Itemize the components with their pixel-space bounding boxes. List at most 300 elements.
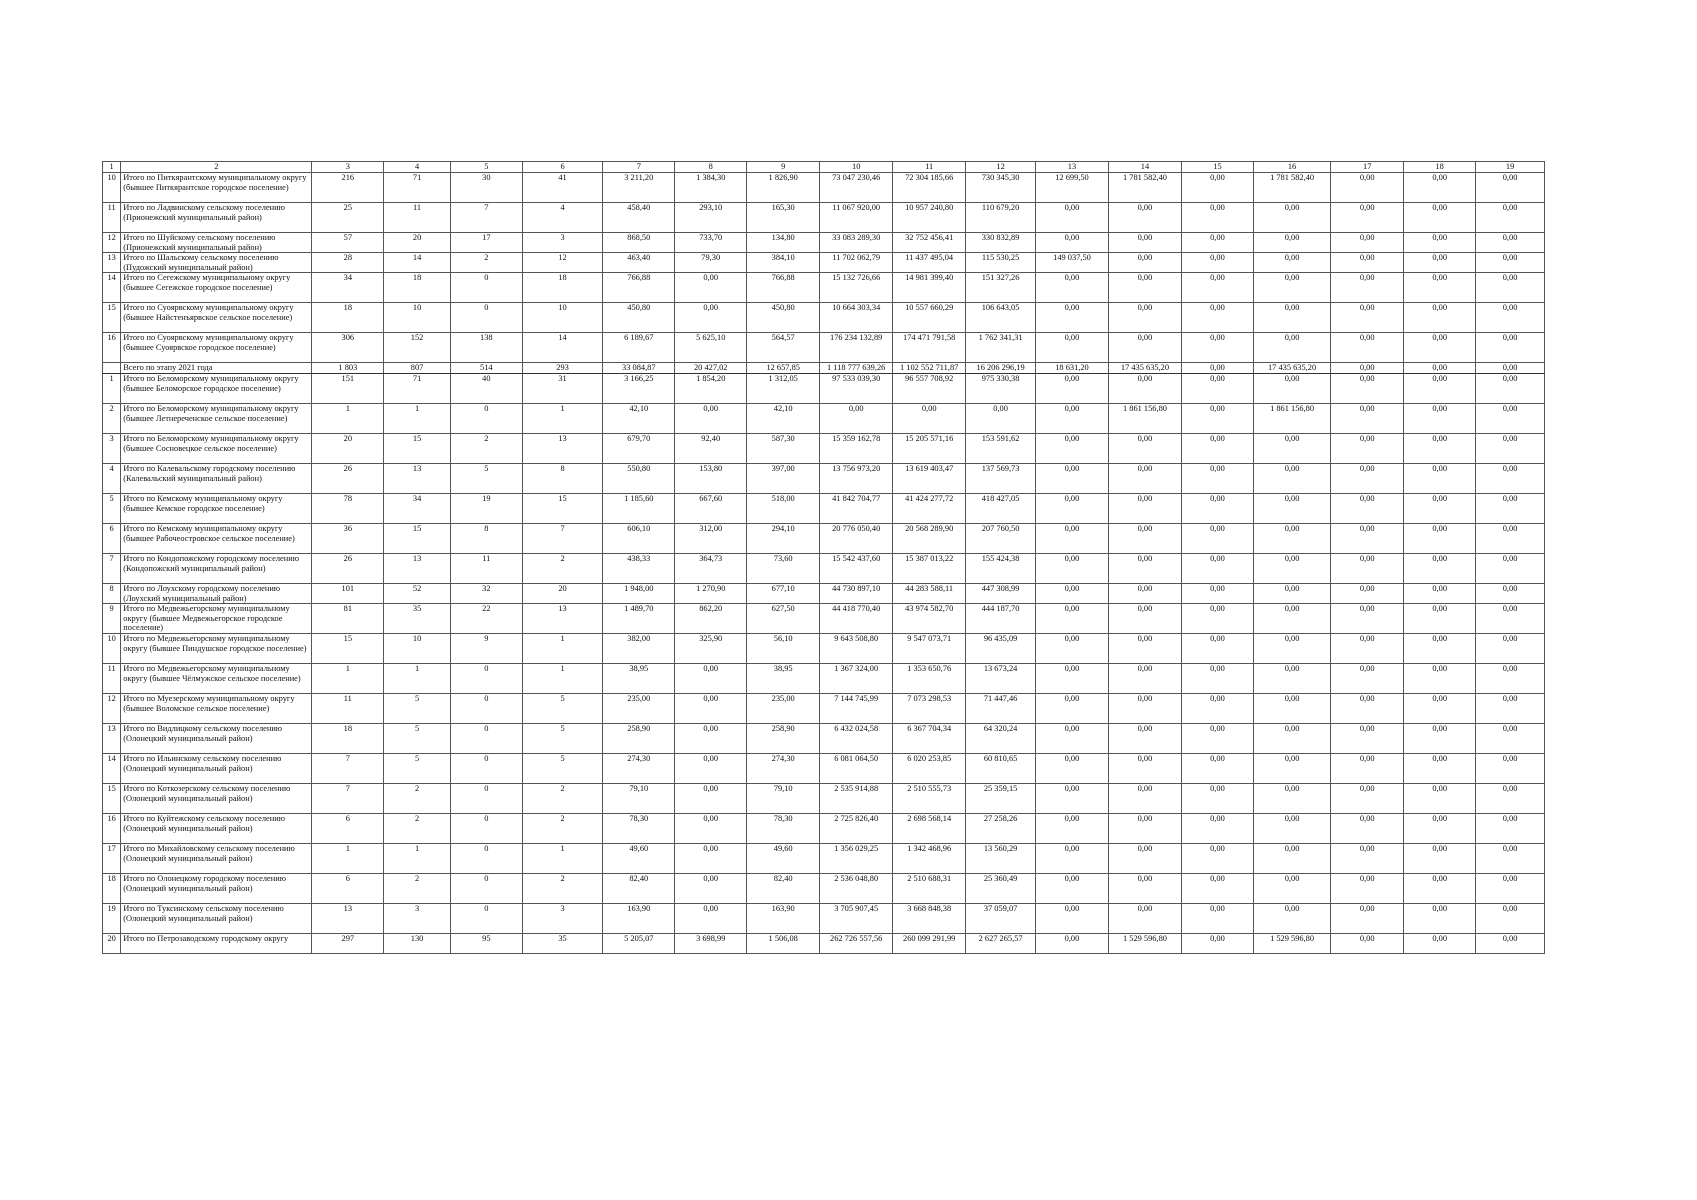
cell-value: 152 bbox=[384, 333, 451, 363]
cell-value: 9 547 073,71 bbox=[893, 634, 966, 664]
cell-value: 0,00 bbox=[1476, 754, 1545, 784]
cell-value: 0,00 bbox=[1181, 724, 1253, 754]
cell-value: 151 bbox=[312, 373, 384, 403]
cell-value: 0,00 bbox=[675, 273, 747, 303]
table-row bbox=[103, 433, 1545, 463]
cell-value: 0,00 bbox=[1035, 844, 1108, 874]
cell-value: 1 bbox=[312, 844, 384, 874]
cell-value: 0,00 bbox=[1035, 583, 1108, 603]
cell-value: 0,00 bbox=[1404, 403, 1476, 433]
cell-value: 15 bbox=[384, 523, 451, 553]
cell-value: 0,00 bbox=[1404, 634, 1476, 664]
cell-value: 0,00 bbox=[1253, 493, 1330, 523]
cell-value: 34 bbox=[312, 273, 384, 303]
cell-value: 0,00 bbox=[1476, 373, 1545, 403]
cell-value: 25 359,15 bbox=[966, 784, 1036, 814]
cell-value: 15 bbox=[384, 433, 451, 463]
cell-value: 0 bbox=[450, 754, 522, 784]
table-row bbox=[103, 523, 1545, 553]
cell-value: 1 529 596,80 bbox=[1253, 934, 1330, 954]
table-row bbox=[103, 253, 1545, 273]
cell-value: 0,00 bbox=[893, 403, 966, 433]
cell-value: 0,00 bbox=[1108, 303, 1181, 333]
cell-value: 101 bbox=[312, 583, 384, 603]
cell-value: 0,00 bbox=[1253, 553, 1330, 583]
cell-value: 15 132 726,66 bbox=[820, 273, 893, 303]
cell-value: 6 bbox=[312, 874, 384, 904]
cell-value: 0,00 bbox=[1404, 583, 1476, 603]
cell-value: 975 330,38 bbox=[966, 373, 1036, 403]
cell-value: 43 974 582,70 bbox=[893, 604, 966, 634]
cell-value: 18 bbox=[384, 273, 451, 303]
cell-value: 1 854,20 bbox=[675, 373, 747, 403]
cell-value: 0,00 bbox=[1404, 253, 1476, 273]
cell-value: 0 bbox=[450, 273, 522, 303]
cell-value: 0,00 bbox=[1331, 233, 1404, 253]
cell-value: 1 bbox=[522, 664, 603, 694]
cell-value: 42,10 bbox=[747, 403, 820, 433]
cell-value: 0,00 bbox=[1253, 604, 1330, 634]
cell-value: 0,00 bbox=[1331, 784, 1404, 814]
cell-value: 0,00 bbox=[1404, 363, 1476, 374]
cell-value: 10 bbox=[522, 303, 603, 333]
table-row bbox=[103, 203, 1545, 233]
cell-value: 382,00 bbox=[603, 634, 675, 664]
cell-value: 6 081 064,50 bbox=[820, 754, 893, 784]
column-header: 14 bbox=[1108, 162, 1181, 173]
cell-value: 6 189,67 bbox=[603, 333, 675, 363]
row-name: Итого по Видлицкому сельскому поселению (Олонецкий муниципальный район) bbox=[121, 724, 312, 754]
cell-value: 15 bbox=[522, 493, 603, 523]
cell-value: 25 360,49 bbox=[966, 874, 1036, 904]
cell-value: 0,00 bbox=[1035, 273, 1108, 303]
cell-value: 8 bbox=[450, 523, 522, 553]
cell-value: 20 776 050,40 bbox=[820, 523, 893, 553]
cell-value: 0,00 bbox=[1035, 754, 1108, 784]
cell-value: 7 bbox=[312, 784, 384, 814]
cell-value: 384,10 bbox=[747, 253, 820, 273]
row-name: Итого по Медвежьегорскому муниципальному округу (бывшее Медвежьегорское городское поселение) bbox=[121, 604, 312, 634]
row-name: Итого по Калевальскому городскому поселению (Калевальский муниципальный район) bbox=[121, 463, 312, 493]
cell-value: 418 427,05 bbox=[966, 493, 1036, 523]
table-row bbox=[103, 493, 1545, 523]
row-name: Итого по Туксинскому сельскому поселению (Олонецкий муниципальный район) bbox=[121, 904, 312, 934]
row-number: 13 bbox=[103, 724, 121, 754]
cell-value: 0,00 bbox=[1181, 634, 1253, 664]
cell-value: 0,00 bbox=[675, 694, 747, 724]
cell-value: 6 bbox=[312, 814, 384, 844]
column-header: 12 bbox=[966, 162, 1036, 173]
cell-value: 0,00 bbox=[1253, 664, 1330, 694]
cell-value: 0,00 bbox=[1108, 634, 1181, 664]
cell-value: 0,00 bbox=[1331, 333, 1404, 363]
cell-value: 0,00 bbox=[1476, 463, 1545, 493]
cell-value: 0,00 bbox=[1404, 724, 1476, 754]
cell-value: 627,50 bbox=[747, 604, 820, 634]
cell-value: 44 730 897,10 bbox=[820, 583, 893, 603]
row-number: 16 bbox=[103, 814, 121, 844]
cell-value: 0,00 bbox=[1253, 253, 1330, 273]
cell-value: 0,00 bbox=[1108, 203, 1181, 233]
cell-value: 0 bbox=[450, 904, 522, 934]
cell-value: 14 bbox=[522, 333, 603, 363]
cell-value: 733,70 bbox=[675, 233, 747, 253]
table-row bbox=[103, 233, 1545, 253]
cell-value: 49,60 bbox=[747, 844, 820, 874]
cell-value: 450,80 bbox=[747, 303, 820, 333]
cell-value: 0,00 bbox=[1181, 934, 1253, 954]
cell-value: 0,00 bbox=[1181, 403, 1253, 433]
cell-value: 330 832,89 bbox=[966, 233, 1036, 253]
cell-value: 149 037,50 bbox=[1035, 253, 1108, 273]
cell-value: 0,00 bbox=[1404, 664, 1476, 694]
cell-value: 1 bbox=[384, 664, 451, 694]
cell-value: 0 bbox=[450, 874, 522, 904]
cell-value: 0,00 bbox=[1331, 493, 1404, 523]
cell-value: 130 bbox=[384, 934, 451, 954]
cell-value: 20 bbox=[522, 583, 603, 603]
row-number: 20 bbox=[103, 934, 121, 954]
cell-value: 44 418 770,40 bbox=[820, 604, 893, 634]
cell-value: 0,00 bbox=[1476, 493, 1545, 523]
row-number: 15 bbox=[103, 303, 121, 333]
cell-value: 10 557 660,29 bbox=[893, 303, 966, 333]
cell-value: 5 bbox=[384, 754, 451, 784]
table-row bbox=[103, 373, 1545, 403]
row-name: Итого по Ладвинскому сельскому поселению (Прионежский муниципальный район) bbox=[121, 203, 312, 233]
cell-value: 7 bbox=[312, 754, 384, 784]
column-header: 2 bbox=[121, 162, 312, 173]
table-row bbox=[103, 724, 1545, 754]
cell-value: 1 185,60 bbox=[603, 493, 675, 523]
cell-value: 13 bbox=[522, 433, 603, 463]
cell-value: 5 205,07 bbox=[603, 934, 675, 954]
cell-value: 26 bbox=[312, 553, 384, 583]
cell-value: 0,00 bbox=[675, 784, 747, 814]
cell-value: 2 bbox=[522, 874, 603, 904]
cell-value: 5 bbox=[522, 724, 603, 754]
cell-value: 1 102 552 711,87 bbox=[893, 363, 966, 374]
column-header: 6 bbox=[522, 162, 603, 173]
cell-value: 18 bbox=[312, 303, 384, 333]
cell-value: 0,00 bbox=[1404, 233, 1476, 253]
cell-value: 0,00 bbox=[1331, 523, 1404, 553]
cell-value: 0,00 bbox=[1331, 874, 1404, 904]
cell-value: 0,00 bbox=[1404, 173, 1476, 203]
cell-value: 297 bbox=[312, 934, 384, 954]
cell-value: 14 981 399,40 bbox=[893, 273, 966, 303]
cell-value: 0,00 bbox=[1476, 634, 1545, 664]
cell-value: 766,88 bbox=[603, 273, 675, 303]
cell-value: 0,00 bbox=[1253, 333, 1330, 363]
cell-value: 518,00 bbox=[747, 493, 820, 523]
cell-value: 96 435,09 bbox=[966, 634, 1036, 664]
cell-value: 138 bbox=[450, 333, 522, 363]
column-header: 17 bbox=[1331, 162, 1404, 173]
cell-value: 1 bbox=[384, 844, 451, 874]
cell-value: 2 536 048,80 bbox=[820, 874, 893, 904]
cell-value: 235,00 bbox=[747, 694, 820, 724]
row-name: Итого по Медвежьегорскому муниципальному округу (бывшее Пиндушское городское поселение) bbox=[121, 634, 312, 664]
cell-value: 0,00 bbox=[1404, 814, 1476, 844]
cell-value: 0,00 bbox=[1108, 493, 1181, 523]
cell-value: 447 308,99 bbox=[966, 583, 1036, 603]
cell-value: 0,00 bbox=[1476, 273, 1545, 303]
cell-value: 13 673,24 bbox=[966, 664, 1036, 694]
cell-value: 18 bbox=[312, 724, 384, 754]
cell-value: 0,00 bbox=[1035, 303, 1108, 333]
cell-value: 0,00 bbox=[1035, 553, 1108, 583]
row-number bbox=[103, 363, 121, 374]
table-row bbox=[103, 634, 1545, 664]
cell-value: 397,00 bbox=[747, 463, 820, 493]
cell-value: 1 489,70 bbox=[603, 604, 675, 634]
cell-value: 10 bbox=[384, 303, 451, 333]
cell-value: 0,00 bbox=[1476, 904, 1545, 934]
cell-value: 293 bbox=[522, 363, 603, 374]
cell-value: 12 699,50 bbox=[1035, 173, 1108, 203]
cell-value: 0,00 bbox=[1253, 784, 1330, 814]
cell-value: 106 643,05 bbox=[966, 303, 1036, 333]
cell-value: 0,00 bbox=[1181, 303, 1253, 333]
cell-value: 6 432 024,58 bbox=[820, 724, 893, 754]
cell-value: 13 bbox=[522, 604, 603, 634]
cell-value: 0,00 bbox=[1331, 583, 1404, 603]
cell-value: 7 073 298,53 bbox=[893, 694, 966, 724]
cell-value: 14 bbox=[384, 253, 451, 273]
cell-value: 41 424 277,72 bbox=[893, 493, 966, 523]
row-number: 4 bbox=[103, 463, 121, 493]
table-row bbox=[103, 754, 1545, 784]
cell-value: 2 535 914,88 bbox=[820, 784, 893, 814]
cell-value: 1 803 bbox=[312, 363, 384, 374]
table-header-row bbox=[103, 162, 1545, 173]
table-row bbox=[103, 173, 1545, 203]
cell-value: 15 bbox=[312, 634, 384, 664]
row-number: 11 bbox=[103, 203, 121, 233]
cell-value: 11 bbox=[384, 203, 451, 233]
cell-value: 15 387 013,22 bbox=[893, 553, 966, 583]
column-header: 4 bbox=[384, 162, 451, 173]
cell-value: 1 270,90 bbox=[675, 583, 747, 603]
row-name: Итого по Сегежскому муниципальному округу (бывшее Сегежское городское поселение) bbox=[121, 273, 312, 303]
cell-value: 0,00 bbox=[1476, 814, 1545, 844]
cell-value: 2 bbox=[384, 814, 451, 844]
cell-value: 0,00 bbox=[1108, 604, 1181, 634]
cell-value: 1 353 650,76 bbox=[893, 664, 966, 694]
cell-value: 306 bbox=[312, 333, 384, 363]
cell-value: 41 bbox=[522, 173, 603, 203]
cell-value: 33 084,87 bbox=[603, 363, 675, 374]
cell-value: 37 059,07 bbox=[966, 904, 1036, 934]
cell-value: 1 342 468,96 bbox=[893, 844, 966, 874]
cell-value: 0,00 bbox=[1476, 844, 1545, 874]
row-number: 11 bbox=[103, 664, 121, 694]
cell-value: 1 bbox=[384, 403, 451, 433]
cell-value: 6 020 253,85 bbox=[893, 754, 966, 784]
cell-value: 151 327,26 bbox=[966, 273, 1036, 303]
cell-value: 0,00 bbox=[1253, 433, 1330, 463]
cell-value: 11 702 062,79 bbox=[820, 253, 893, 273]
cell-value: 0,00 bbox=[1404, 333, 1476, 363]
cell-value: 17 435 635,20 bbox=[1253, 363, 1330, 374]
cell-value: 163,90 bbox=[603, 904, 675, 934]
cell-value: 0,00 bbox=[1181, 463, 1253, 493]
row-name: Итого по Муезерскому муниципальному округу (бывшее Воломское сельское поселение) bbox=[121, 694, 312, 724]
cell-value: 438,33 bbox=[603, 553, 675, 583]
cell-value: 0,00 bbox=[820, 403, 893, 433]
row-number: 17 bbox=[103, 844, 121, 874]
cell-value: 110 679,20 bbox=[966, 203, 1036, 233]
cell-value: 0,00 bbox=[1035, 694, 1108, 724]
cell-value: 730 345,30 bbox=[966, 173, 1036, 203]
cell-value: 0,00 bbox=[1331, 634, 1404, 664]
cell-value: 0,00 bbox=[1181, 253, 1253, 273]
cell-value: 0,00 bbox=[1108, 784, 1181, 814]
cell-value: 0,00 bbox=[1108, 333, 1181, 363]
cell-value: 1 356 029,25 bbox=[820, 844, 893, 874]
cell-value: 0,00 bbox=[1108, 433, 1181, 463]
row-name: Итого по Питкярантскому муниципальному округу (бывшее Питкярантское городское поселение) bbox=[121, 173, 312, 203]
cell-value: 0,00 bbox=[1476, 664, 1545, 694]
column-header: 8 bbox=[675, 162, 747, 173]
cell-value: 7 bbox=[450, 203, 522, 233]
cell-value: 679,70 bbox=[603, 433, 675, 463]
cell-value: 444 187,70 bbox=[966, 604, 1036, 634]
cell-value: 0,00 bbox=[1253, 583, 1330, 603]
cell-value: 0,00 bbox=[1181, 373, 1253, 403]
cell-value: 115 530,25 bbox=[966, 253, 1036, 273]
cell-value: 0,00 bbox=[1476, 363, 1545, 374]
cell-value: 40 bbox=[450, 373, 522, 403]
row-name: Итого по Кемскому муниципальному округу (бывшее Рабочеостровское сельское поселение) bbox=[121, 523, 312, 553]
cell-value: 17 bbox=[450, 233, 522, 253]
cell-value: 0,00 bbox=[1253, 273, 1330, 303]
cell-value: 550,80 bbox=[603, 463, 675, 493]
column-header: 9 bbox=[747, 162, 820, 173]
cell-value: 12 657,85 bbox=[747, 363, 820, 374]
cell-value: 57 bbox=[312, 233, 384, 253]
cell-value: 0,00 bbox=[1108, 904, 1181, 934]
column-header: 7 bbox=[603, 162, 675, 173]
cell-value: 325,90 bbox=[675, 634, 747, 664]
row-number: 2 bbox=[103, 403, 121, 433]
cell-value: 0,00 bbox=[1035, 203, 1108, 233]
cell-value: 18 bbox=[522, 273, 603, 303]
cell-value: 3 166,25 bbox=[603, 373, 675, 403]
cell-value: 0,00 bbox=[1331, 934, 1404, 954]
cell-value: 2 bbox=[522, 814, 603, 844]
cell-value: 677,10 bbox=[747, 583, 820, 603]
cell-value: 0,00 bbox=[1181, 233, 1253, 253]
column-header: 19 bbox=[1476, 162, 1545, 173]
cell-value: 176 234 132,89 bbox=[820, 333, 893, 363]
cell-value: 20 bbox=[384, 233, 451, 253]
cell-value: 0,00 bbox=[1253, 844, 1330, 874]
cell-value: 0,00 bbox=[1108, 724, 1181, 754]
cell-value: 25 bbox=[312, 203, 384, 233]
cell-value: 0,00 bbox=[1108, 844, 1181, 874]
cell-value: 8 bbox=[522, 463, 603, 493]
cell-value: 0 bbox=[450, 844, 522, 874]
cell-value: 0,00 bbox=[1035, 333, 1108, 363]
cell-value: 0,00 bbox=[1253, 373, 1330, 403]
cell-value: 7 144 745,99 bbox=[820, 694, 893, 724]
cell-value: 13 bbox=[384, 463, 451, 493]
cell-value: 262 726 557,56 bbox=[820, 934, 893, 954]
cell-value: 450,80 bbox=[603, 303, 675, 333]
cell-value: 15 205 571,16 bbox=[893, 433, 966, 463]
row-name: Итого по Шальскому сельскому поселению (Пудожский муниципальный район) bbox=[121, 253, 312, 273]
table-row bbox=[103, 303, 1545, 333]
cell-value: 0,00 bbox=[1181, 664, 1253, 694]
cell-value: 60 810,65 bbox=[966, 754, 1036, 784]
cell-value: 0,00 bbox=[1181, 844, 1253, 874]
row-number: 3 bbox=[103, 433, 121, 463]
cell-value: 0,00 bbox=[1476, 724, 1545, 754]
cell-value: 0,00 bbox=[1404, 904, 1476, 934]
cell-value: 0,00 bbox=[1108, 664, 1181, 694]
cell-value: 11 bbox=[312, 694, 384, 724]
cell-value: 33 083 289,30 bbox=[820, 233, 893, 253]
cell-value: 0,00 bbox=[1476, 253, 1545, 273]
cell-value: 1 948,00 bbox=[603, 583, 675, 603]
cell-value: 0,00 bbox=[1404, 553, 1476, 583]
cell-value: 15 359 162,78 bbox=[820, 433, 893, 463]
column-header: 18 bbox=[1404, 162, 1476, 173]
cell-value: 3 698,99 bbox=[675, 934, 747, 954]
cell-value: 1 529 596,80 bbox=[1108, 934, 1181, 954]
cell-value: 0,00 bbox=[1108, 814, 1181, 844]
cell-value: 0,00 bbox=[1476, 173, 1545, 203]
cell-value: 0,00 bbox=[675, 814, 747, 844]
cell-value: 6 367 704,34 bbox=[893, 724, 966, 754]
cell-value: 0 bbox=[450, 724, 522, 754]
cell-value: 9 bbox=[450, 634, 522, 664]
cell-value: 31 bbox=[522, 373, 603, 403]
cell-value: 0,00 bbox=[1476, 203, 1545, 233]
cell-value: 0,00 bbox=[1476, 233, 1545, 253]
column-header: 3 bbox=[312, 162, 384, 173]
cell-value: 3 bbox=[522, 904, 603, 934]
table-row bbox=[103, 664, 1545, 694]
cell-value: 78,30 bbox=[747, 814, 820, 844]
cell-value: 0,00 bbox=[1181, 604, 1253, 634]
cell-value: 862,20 bbox=[675, 604, 747, 634]
row-name: Итого по Беломорскому муниципальному округу (бывшее Сосновецкое сельское поселение) bbox=[121, 433, 312, 463]
cell-value: 1 781 582,40 bbox=[1253, 173, 1330, 203]
cell-value: 0,00 bbox=[1253, 904, 1330, 934]
cell-value: 0,00 bbox=[675, 724, 747, 754]
cell-value: 26 bbox=[312, 463, 384, 493]
cell-value: 1 bbox=[522, 634, 603, 664]
cell-value: 64 320,24 bbox=[966, 724, 1036, 754]
cell-value: 3 bbox=[522, 233, 603, 253]
cell-value: 82,40 bbox=[603, 874, 675, 904]
cell-value: 13 560,29 bbox=[966, 844, 1036, 874]
cell-value: 10 957 240,80 bbox=[893, 203, 966, 233]
cell-value: 27 258,26 bbox=[966, 814, 1036, 844]
cell-value: 20 568 289,90 bbox=[893, 523, 966, 553]
cell-value: 38,95 bbox=[603, 664, 675, 694]
cell-value: 0,00 bbox=[1108, 874, 1181, 904]
row-number: 7 bbox=[103, 553, 121, 583]
cell-value: 458,40 bbox=[603, 203, 675, 233]
table-row bbox=[103, 844, 1545, 874]
cell-value: 1 826,90 bbox=[747, 173, 820, 203]
cell-value: 0,00 bbox=[1253, 634, 1330, 664]
cell-value: 0,00 bbox=[1181, 493, 1253, 523]
